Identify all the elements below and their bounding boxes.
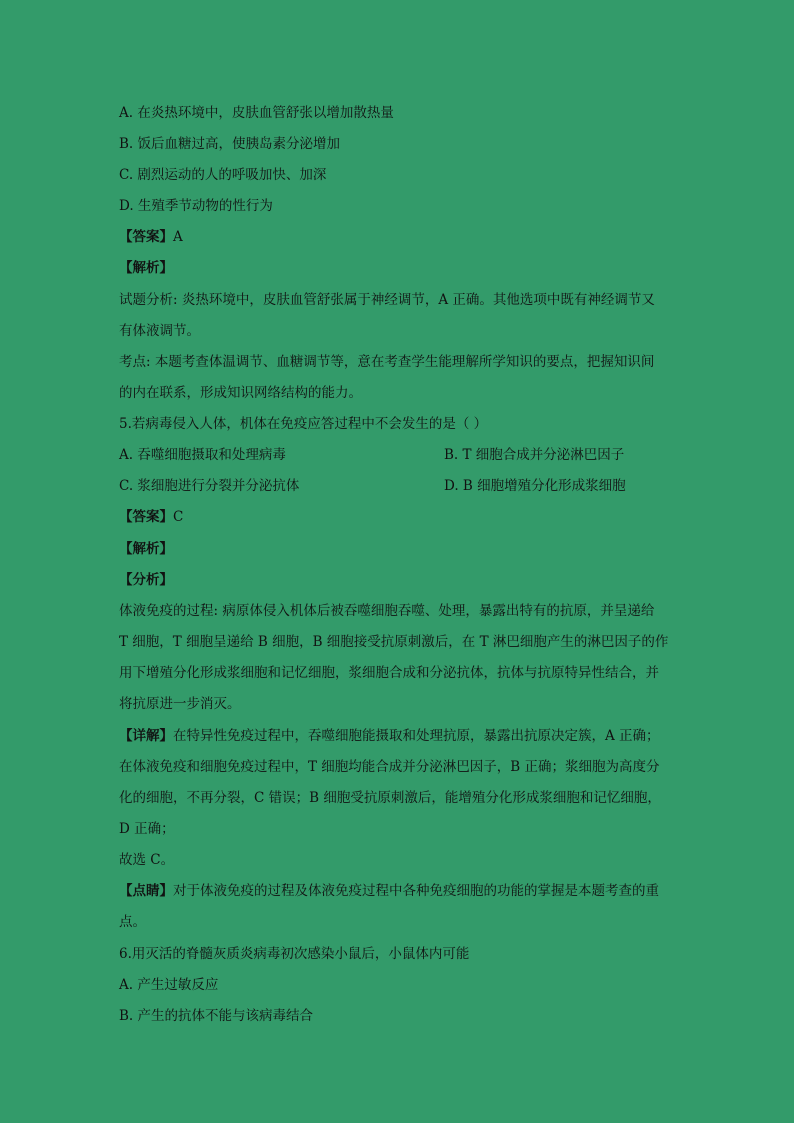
q5-fenxi-line: 体液免疫的过程: 病原体侵入机体后被吞噬细胞吞噬、处理，暴露出特有的抗原，并呈递给 — [119, 603, 655, 619]
q5-choice: 故选 C。 — [119, 852, 175, 868]
q4-option-c: C. 剧烈运动的人的呼吸加快、加深 — [119, 167, 327, 183]
q5-fenxi-tag: 【分析】 — [119, 572, 173, 588]
q5-option-c: C. 浆细胞进行分裂并分泌抗体 — [119, 478, 300, 494]
q5-detail-line: D 正确； — [119, 821, 175, 837]
q4-analysis-line: 试题分析: 炎热环境中，皮肤血管舒张属于神经调节，A 正确。其他选项中既有神经调节又 — [119, 292, 655, 308]
q5-answer-tag: 【答案】 — [119, 509, 173, 525]
q6-option-a: A. 产生过敏反应 — [119, 977, 219, 993]
q5-dianjing — [119, 882, 659, 900]
q6-option-b: B. 产生的抗体不能与该病毒结合 — [119, 1008, 314, 1024]
q5-analysis-tag: 【解析】 — [119, 541, 173, 557]
q4-analysis-line: 的内在联系，形成知识网络结构的能力。 — [119, 385, 362, 401]
q5-detail-line: 化的细胞，不再分裂，C 错误；B 细胞受抗原刺激后，能增殖分化形成浆细胞和记忆细胞， — [119, 790, 661, 806]
q5-answer — [119, 508, 183, 526]
q5-option-a: A. 吞噬细胞摄取和处理病毒 — [119, 447, 286, 463]
q4-analysis-line: 考点: 本题考查体温调节、血糖调节等，意在考查学生能理解所学知识的要点，把握知识间 — [119, 354, 655, 370]
q5-option-b: B. T 细胞合成并分泌淋巴因子 — [444, 447, 625, 463]
q4-answer-tag: 【答案】 — [119, 229, 173, 245]
q6-question: 6.用灭活的脊髓灰质炎病毒初次感染小鼠后，小鼠体内可能 — [119, 946, 470, 962]
q4-option-d: D. 生殖季节动物的性行为 — [119, 198, 273, 214]
q5-detail-line: 在特异性免疫过程中，吞噬细胞能摄取和处理抗原，暴露出抗原决定簇，A 正确； — [173, 728, 660, 744]
q4-analysis-tag: 【解析】 — [119, 260, 173, 276]
q4-answer — [119, 228, 183, 246]
q5-answer-value: C — [173, 509, 184, 525]
q5-fenxi-line: T 细胞，T 细胞呈递给 B 细胞，B 细胞接受抗原刺激后，在 T 淋巴细胞产生的淋巴因子的作 — [119, 634, 669, 650]
q5-detail-line: 在体液免疫和细胞免疫过程中，T 细胞均能合成并分泌淋巴因子，B 正确；浆细胞为高度分 — [119, 759, 660, 775]
q5-question: 5.若病毒侵入人体，机体在免疫应答过程中不会发生的是（ ） — [119, 416, 488, 432]
q5-detail-tag: 【详解】 — [119, 728, 173, 744]
q5-dianjing-line: 对于体液免疫的过程及体液免疫过程中各种免疫细胞的功能的掌握是本题考查的重 — [173, 883, 659, 899]
q5-dianjing-tag: 【点睛】 — [119, 883, 173, 899]
q5-fenxi-line: 将抗原进一步消灭。 — [119, 696, 241, 712]
q5-option-d: D. B 细胞增殖分化形成浆细胞 — [444, 478, 626, 494]
q5-detail — [119, 727, 660, 745]
q5-dianjing-line: 点。 — [119, 914, 146, 930]
q4-analysis-line: 有体液调节。 — [119, 323, 200, 339]
q4-option-b: B. 饭后血糖过高，使胰岛素分泌增加 — [119, 136, 341, 152]
q4-answer-value: A — [173, 229, 183, 245]
q5-fenxi-line: 用下增殖分化形成浆细胞和记忆细胞，浆细胞合成和分泌抗体，抗体与抗原特异性结合，并 — [119, 665, 659, 681]
q4-option-a: A. 在炎热环境中，皮肤血管舒张以增加散热量 — [119, 105, 394, 121]
